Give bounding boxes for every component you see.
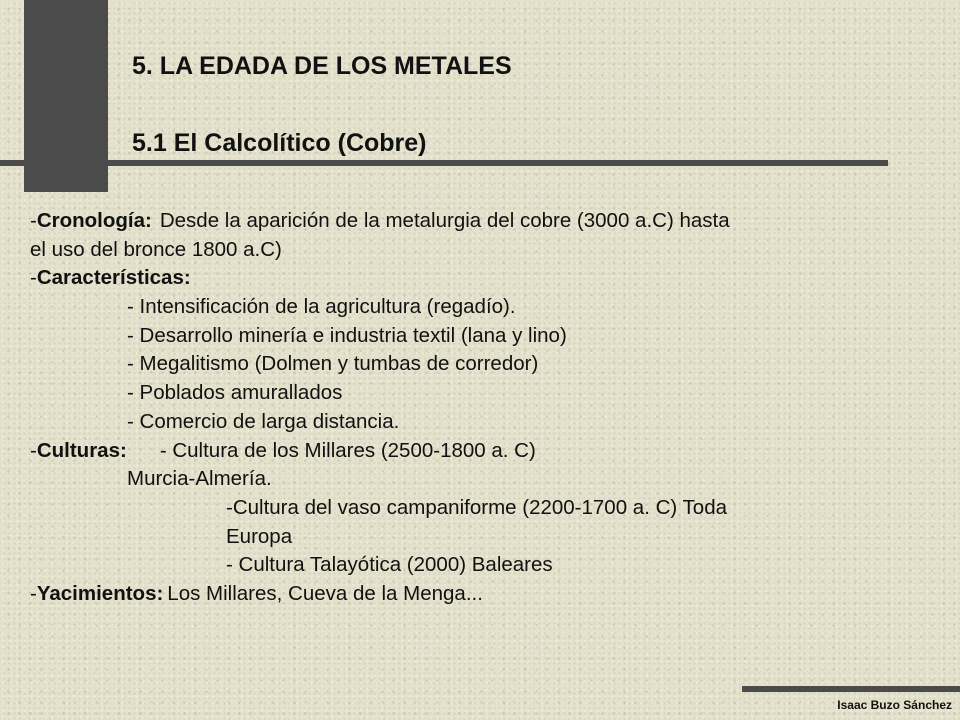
title-underline-bar — [0, 160, 888, 166]
caracteristica-item: - Intensificación de la agricultura (regadío). — [127, 295, 516, 319]
footer-bar — [742, 686, 960, 692]
caracteristicas-line — [30, 264, 955, 293]
cronologia-line — [30, 207, 955, 236]
caracteristicas-prefix: - — [30, 266, 37, 290]
cultura-item: -Cultura del vaso campaniforme (2200-1700 a. C) Toda — [226, 495, 727, 519]
slide-title: 5. LA EDADA DE LOS METALES — [132, 52, 512, 80]
caracteristica-item: - Megalitismo (Dolmen y tumbas de corredor) — [127, 352, 539, 376]
cultura-item: - Cultura Talayótica (2000) Baleares — [226, 553, 553, 577]
cronologia-text: Desde la aparición de la metalurgia del cobre (3000 a.C) hasta — [159, 209, 730, 232]
cronologia-line-2: el uso del bronce 1800 a.C) — [30, 237, 282, 261]
cronologia-prefix: - — [30, 209, 37, 232]
author-credit: Isaac Buzo Sánchez — [837, 698, 952, 712]
yacimientos-line — [30, 580, 955, 609]
caracteristica-item: - Desarrollo minería e industria textil (lana y lino) — [127, 323, 567, 347]
yacimientos-text: Los Millares, Cueva de la Menga... — [167, 581, 483, 605]
slide-body — [30, 207, 955, 609]
cultura-item-continuation: Europa — [226, 524, 293, 548]
cronologia-label: Cronología: — [36, 209, 152, 232]
culturas-line — [30, 437, 955, 466]
caracteristicas-label: Características: — [36, 266, 191, 290]
cultura-item: - Cultura de los Millares (2500-1800 a. C) — [159, 438, 536, 462]
cultura-item-continuation: Murcia-Almería. — [127, 467, 272, 491]
caracteristica-item: - Comercio de larga distancia. — [127, 409, 400, 433]
yacimientos-prefix: - — [30, 581, 37, 605]
culturas-label: Culturas: — [36, 438, 127, 462]
culturas-prefix: - — [30, 438, 37, 462]
slide-subtitle: 5.1 El Calcolítico (Cobre) — [132, 129, 427, 157]
caracteristica-item: - Poblados amurallados — [127, 381, 343, 405]
yacimientos-label: Yacimientos: — [36, 581, 164, 605]
